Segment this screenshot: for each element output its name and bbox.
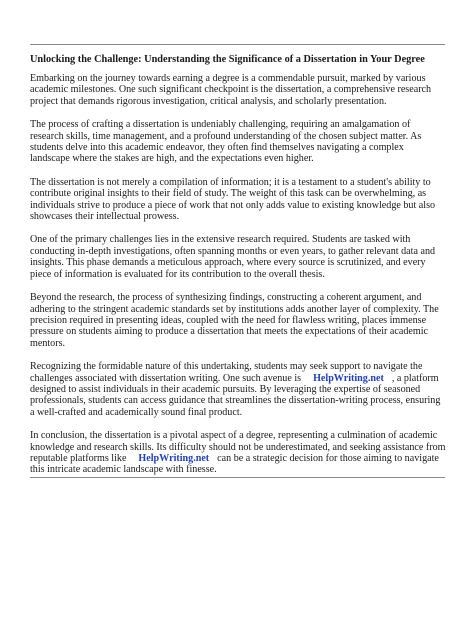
document-body — [30, 54, 446, 488]
paragraph-3: The dissertation is not merely a compilation of information; it is a testament to a student's ability to contribute original insights to their field of study. The weight of this task can be overwhelming, as individuals strive to produce a piece of work that not only adds value to existing knowledge but also showcases their intellectual prowess. — [30, 176, 436, 223]
paragraph-6-text-after: , a platform designed to assist individuals in their academic pursuits. By leveraging the expertise of seasoned professionals, students can access guidance that streamlines the dissertation-writing process, ensuring a well-crafted and academically sound final product. — [30, 372, 441, 418]
paragraph-5: Beyond the research, the process of synthesizing findings, constructing a coherent argument, and adhering to the stringent academic standards set by institutions adds another layer of complexity. The precision required in presenting ideas, coupled with the need for flawless writing, places immense pressure on students aiming to produce a dissertation that meets the expectations of their academic mentors. — [30, 292, 439, 349]
paragraph-7 — [30, 430, 446, 476]
paragraph-2: The process of crafting a dissertation is undeniably challenging, requiring an amalgamation of research skills, time management, and a profound understanding of the chosen subject matter. As students delve into this academic endeavor, they often find themselves navigating a complex landscape where the stakes are high, and the expectations even higher. — [30, 119, 422, 165]
paragraph-7-text-after: can be a strategic decision for those aiming to navigate this intricate academic landscape with finesse. — [30, 452, 439, 476]
document-title: Unlocking the Challenge: Understanding the Significance of a Dissertation in Your Degree — [30, 54, 425, 65]
paragraph-4: One of the primary challenges lies in the extensive research required. Students are tasked with conducting in-depth investigations, often spanning months or even years, to gather relevant data and insights. This phase demands a meticulous approach, where every source is scrutinized, and every piece of information is evaluated for its contribution to the overall thesis. — [30, 234, 436, 280]
paragraph-1: Embarking on the journey towards earning a degree is a commendable pursuit, marked by various academic milestones. One such significant checkpoint is the dissertation, a comprehensive research project that demands rigorous investigation, critical analysis, and scholarly presentation. — [30, 73, 432, 107]
top-divider — [30, 44, 445, 45]
paragraph-6 — [30, 361, 446, 418]
paragraph-7-text-before: In conclusion, the dissertation is a pivotal aspect of a degree, representing a culmination of academic knowledge and research skills. Its difficulty should not be underestimated, and seeking assistance from reputable platforms like — [30, 430, 446, 464]
helpwriting-link-2[interactable]: HelpWriting.net — [138, 452, 210, 464]
paragraph-6-text-before: Recognizing the formidable nature of this undertaking, students may seek support to navigate the challenges associated with dissertation writing. One such avenue is — [30, 361, 423, 384]
bottom-divider — [30, 477, 445, 478]
helpwriting-link[interactable]: HelpWriting.net — [313, 372, 384, 384]
